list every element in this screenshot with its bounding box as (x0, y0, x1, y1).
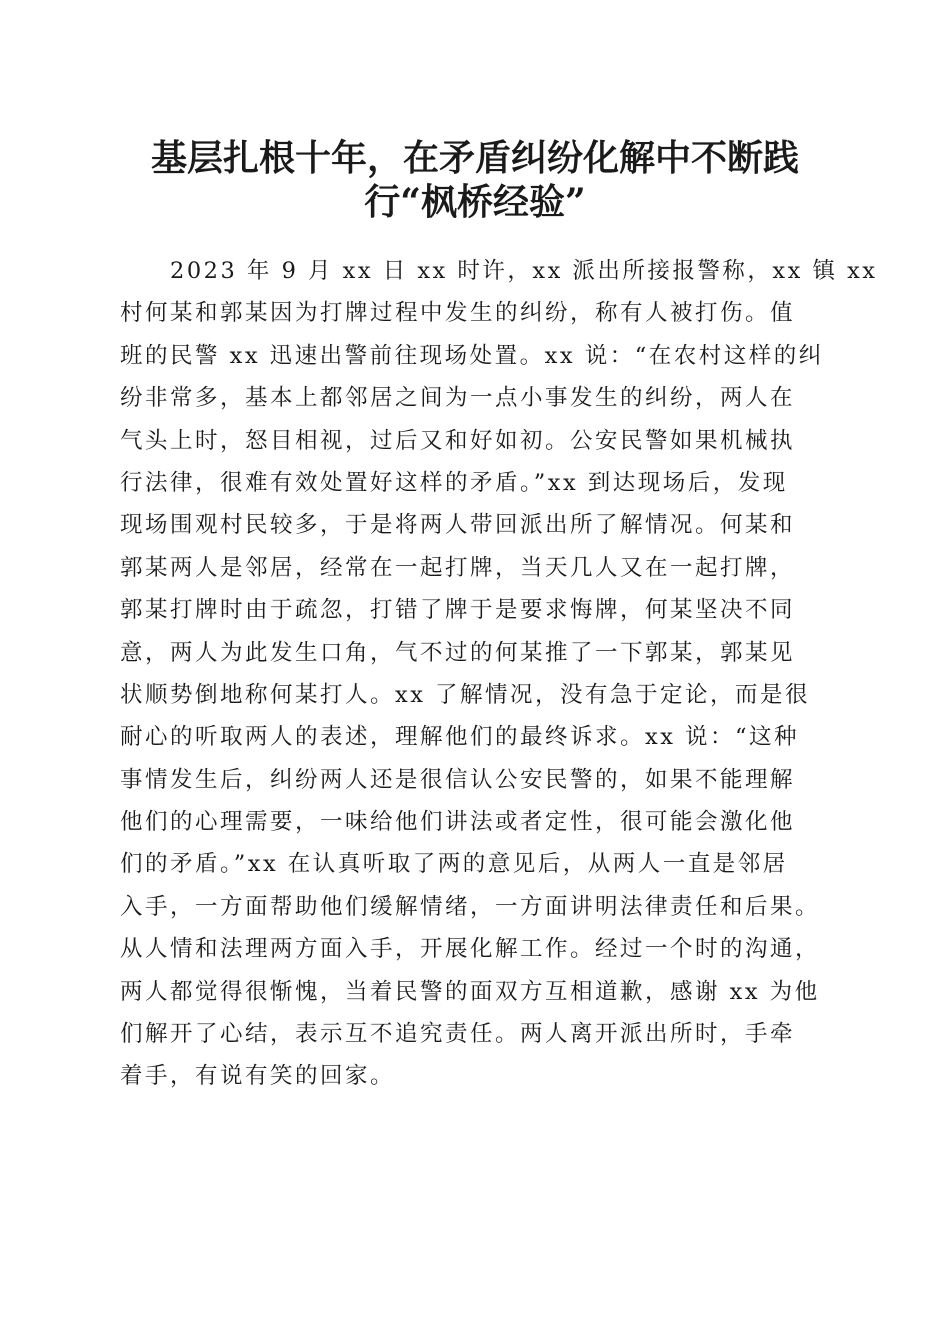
body-line: 郭某两人是邻居，经常在一起打牌，当天几人又在一起打牌， (120, 554, 796, 581)
document-title (120, 136, 830, 224)
body-line: 从人情和法理两方面入手，开展化解工作。经过一个时的沟通， (120, 936, 821, 963)
body-line: 行法律，很难有效处置好这样的矛盾。”xx 到达现场后，发现 (120, 469, 788, 496)
body-line: 他们的心理需要，一味给他们讲法或者定性，很可能会激化他 (120, 809, 796, 836)
body-line: 气头上时，怒目相视，过后又和好如初。公安民警如果机械执 (120, 427, 796, 454)
body-line: 班的民警 xx 迅速出警前往现场处置。xx 说：“在农村这样的纠 (120, 342, 824, 369)
body-line: 郭某打牌时由于疏忽，打错了牌于是要求悔牌，何某坚决不同 (120, 597, 796, 624)
document-body (120, 250, 878, 1098)
body-line: 现场围观村民较多，于是将两人带回派出所了解情况。何某和 (120, 512, 796, 539)
body-line: 事情发生后，纠纷两人还是很信认公安民警的，如果不能理解 (120, 766, 796, 793)
body-line: 着手，有说有笑的回家。 (120, 1063, 396, 1090)
body-line: 耐心的听取两人的表述，理解他们的最终诉求。xx 说：“这种 (120, 724, 800, 751)
title-line-2: 行“枫桥经验” (364, 181, 586, 223)
body-line: 们解开了心结，表示互不追究责任。两人离开派出所时，手牵 (120, 1021, 796, 1048)
body-line: 意，两人为此发生口角，气不过的何某推了一下郭某，郭某见 (120, 639, 796, 666)
body-line: 纷非常多，基本上都邻居之间为一点小事发生的纠纷，两人在 (120, 385, 796, 412)
body-line: 2023 年 9 月 xx 日 xx 时许，xx 派出所接报警称，xx 镇 xx (120, 258, 878, 284)
body-line: 们的矛盾。”xx 在认真听取了两的意见后，从两人一直是邻居 (120, 851, 788, 878)
title-line-1: 基层扎根十年，在矛盾纠纷化解中不断践 (150, 137, 799, 179)
body-line: 状顺势倒地称何某打人。xx 了解情况，没有急于定论，而是很 (120, 681, 811, 708)
body-line: 村何某和郭某因为打牌过程中发生的纠纷，称有人被打伤。值 (120, 300, 796, 327)
body-line: 两人都觉得很惭愧，当着民警的面双方互相道歉，感谢 xx 为他 (120, 978, 820, 1005)
body-line: 入手，一方面帮助他们缓解情绪，一方面讲明法律责任和后果。 (120, 893, 821, 920)
